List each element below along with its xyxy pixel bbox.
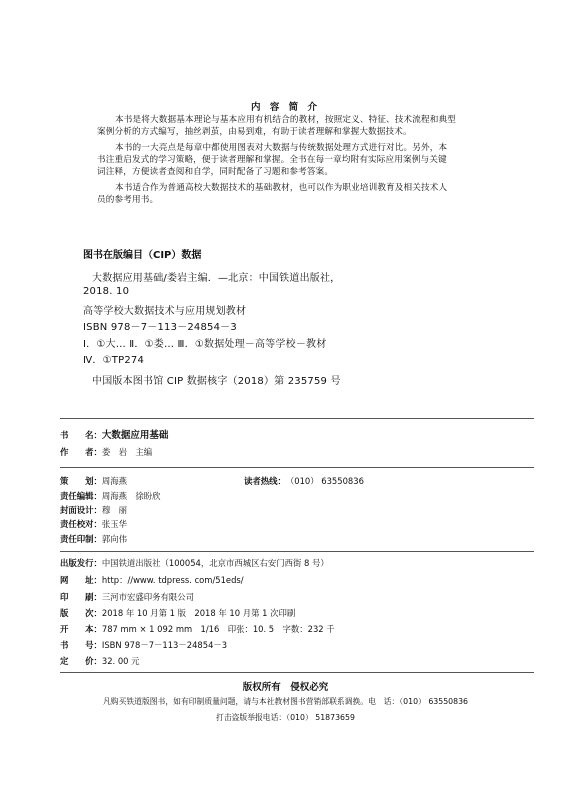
proofreader-label: 责任校对：	[60, 519, 102, 529]
cip-line: 高等学校大数据技术与应用规划教材	[83, 306, 247, 317]
book-title-row	[60, 429, 168, 442]
divider	[60, 551, 534, 552]
printer-row	[60, 591, 194, 603]
summary-line: 词注释，方便读者查阅和自学，同时配备了习题和参考答案。	[97, 167, 334, 177]
edition-label: 版 次：	[60, 608, 102, 618]
cip-line: Ⅳ．①TP274	[83, 355, 145, 366]
summary-title: 内 容 简 介	[251, 102, 320, 113]
summary-line: 员的参考用书。	[97, 195, 159, 205]
format-row	[60, 623, 335, 635]
url-label: 网 址：	[60, 575, 102, 585]
planner-row	[60, 475, 127, 487]
book-title-label: 书 名：	[60, 430, 102, 440]
printer-value: 三河市宏盛印务有限公司	[101, 592, 194, 602]
cover-design-row	[60, 504, 127, 516]
cover-design-value: 穆 丽	[101, 505, 127, 515]
author-row	[60, 446, 152, 458]
hotline-row	[244, 475, 364, 487]
summary-line: 本书是将大数据基本理论与基本应用有机结合的教材，按照定义、特征、技术流程和典型	[115, 115, 457, 125]
author-label: 作 者：	[60, 447, 102, 457]
publisher-row	[60, 557, 329, 569]
author-value: 娄 岩 主编	[101, 447, 153, 457]
cover-design-label: 封面设计：	[60, 505, 102, 515]
print-manager-value: 郭向伟	[101, 534, 127, 544]
responsible-editor-value: 周海燕 徐盼欣	[101, 491, 161, 501]
replacement-notice: 凡购买铁道版图书，如有印制质量问题，请与本社教材图书营销部联系调换。电 话：（010） 63550836	[102, 697, 469, 706]
edition-value: 2018 年 10 月第 1 版 2018 年 10 月第 1 次印刷	[101, 608, 296, 618]
cip-line: 大数据应用基础/娄岩主编．—北京：中国铁道出版社，	[92, 273, 341, 284]
cip-line: Ⅰ．①大… Ⅱ．①娄… Ⅲ．①数据处理－高等学校－教材	[83, 339, 327, 350]
planner-label: 策 划：	[60, 476, 102, 486]
print-manager-label: 责任印制：	[60, 534, 102, 544]
book-title-value: 大数据应用基础	[101, 430, 169, 441]
cip-line: ISBN 978－7－113－24854－3	[83, 322, 237, 333]
divider	[60, 418, 534, 419]
isbn-value: ISBN 978－7－113－24854－3	[101, 640, 228, 650]
isbn-label: 书 号：	[60, 640, 102, 650]
format-value: 787 mm × 1 092 mm 1/16 印张：10. 5 字数：232 千	[101, 624, 335, 634]
summary-line: 案例分析的方式编写，抽丝剥茧，由易到难，有助于读者理解和掌握大数据技术。	[97, 127, 412, 137]
price-value: 32. 00 元	[101, 656, 140, 666]
publisher-value: 中国铁道出版社（100054，北京市西城区右安门西街 8 号）	[101, 558, 329, 568]
printer-label: 印 刷：	[60, 592, 102, 602]
cip-line: 2018. 10	[83, 286, 130, 297]
proofreader-row	[60, 518, 127, 530]
isbn-row	[60, 639, 227, 651]
price-row	[60, 655, 140, 667]
summary-line: 书注重启发式的学习策略，便于读者理解和掌握。全书在每一章均附有实际应用案例与关键	[97, 155, 447, 165]
print-manager-row	[60, 533, 127, 545]
cip-line: 中国版本图书馆 CIP 数据核字（2018）第 235759 号	[92, 376, 341, 387]
url-row	[60, 574, 244, 586]
format-label: 开 本：	[60, 624, 102, 634]
url-value: http：//www. tdpress. com/51eds/	[101, 575, 244, 585]
proofreader-value: 张玉华	[101, 519, 127, 529]
hotline-value: （010） 63550836	[285, 476, 364, 486]
cip-heading: 图书在版编目（CIP）数据	[83, 250, 202, 261]
planner-value: 周海燕	[101, 476, 127, 486]
responsible-editor-label: 责任编辑：	[60, 491, 102, 501]
hotline-label: 读者热线：	[244, 476, 286, 486]
divider	[60, 467, 534, 468]
summary-line: 本书适合作为普通高校大数据技术的基础教材，也可以作为职业培训教育及相关技术人	[115, 183, 448, 193]
copyright-notice: 版权所有 侵权必究	[242, 682, 329, 693]
divider	[60, 672, 534, 673]
piracy-hotline: 打击盗版举报电话：（010） 51873659	[216, 713, 355, 722]
summary-line: 本书的一大亮点是每章中都使用图表对大数据与传统数据处理方式进行对比。另外，本	[115, 143, 448, 153]
publisher-label: 出版发行：	[60, 558, 102, 568]
edition-row	[60, 607, 295, 619]
price-label: 定 价：	[60, 656, 102, 666]
responsible-editor-row	[60, 490, 161, 502]
